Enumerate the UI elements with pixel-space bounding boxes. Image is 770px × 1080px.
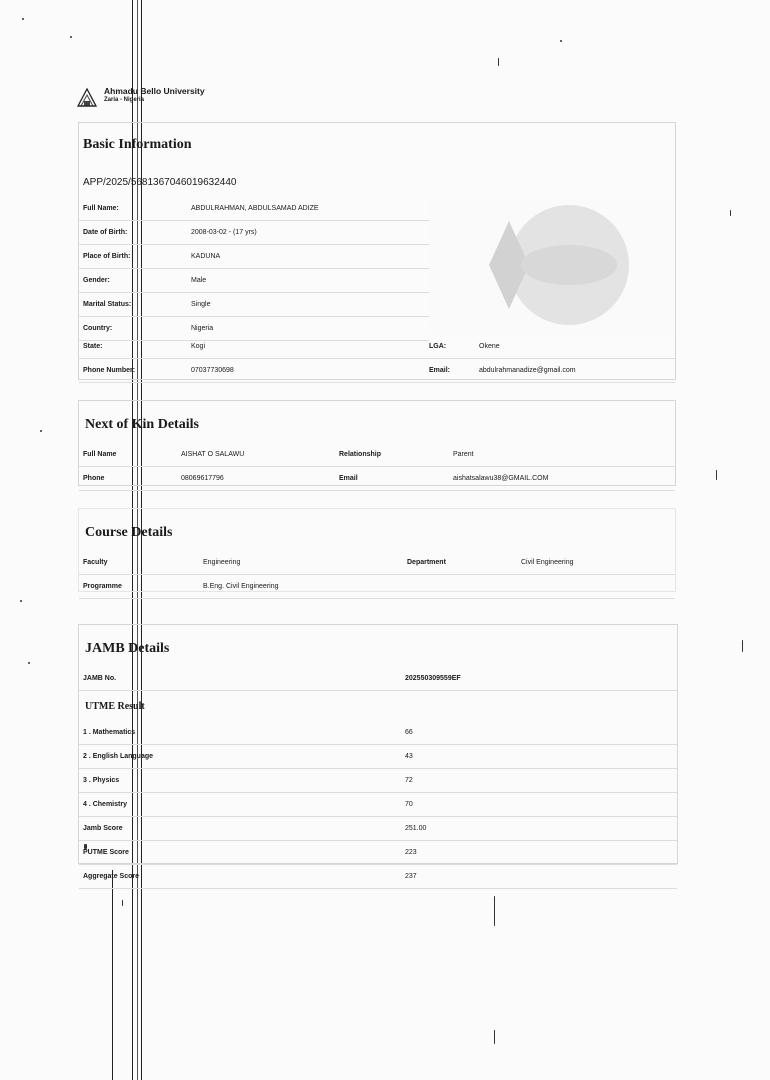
- email-label: Email:: [425, 359, 475, 383]
- kin-name-label: Full Name: [79, 443, 177, 467]
- scan-speck: [40, 430, 42, 432]
- abu-crest-icon: [76, 86, 98, 108]
- table-row: [79, 197, 429, 221]
- university-location: Zaria - Nigeria: [104, 97, 145, 103]
- subject-label: 2 . English Language: [79, 745, 401, 769]
- programme-value: B.Eng. Civil Engineering: [199, 575, 403, 599]
- empty-cell: [403, 575, 517, 599]
- faculty-label: Faculty: [79, 551, 199, 575]
- table-row: [79, 443, 675, 467]
- scan-speck: [494, 896, 495, 926]
- scan-speck: [20, 600, 22, 602]
- scan-speck: [730, 210, 731, 216]
- row-label: Place of Birth:: [79, 245, 187, 269]
- row-value: ABDULRAHMAN, ABDULSAMAD ADIZE: [187, 197, 429, 221]
- table-row: [79, 817, 677, 841]
- row-label: Gender:: [79, 269, 187, 293]
- kin-phone-label: Phone: [79, 467, 177, 491]
- row-value: 2008-03-02 - (17 yrs): [187, 221, 429, 245]
- applicant-photo: [429, 199, 673, 335]
- scan-speck: [84, 844, 87, 849]
- subject-label: 1 . Mathematics: [79, 721, 401, 745]
- row-value: KADUNA: [187, 245, 429, 269]
- table-row: [79, 575, 675, 599]
- scan-speck: [22, 18, 24, 20]
- next-of-kin-table: [79, 443, 675, 491]
- scan-speck: [498, 58, 499, 66]
- subject-score: 72: [401, 769, 677, 793]
- table-row: [79, 221, 429, 245]
- programme-label: Programme: [79, 575, 199, 599]
- table-row: [79, 467, 675, 491]
- kin-email-label: Email: [335, 467, 449, 491]
- phone-value: 07037730698: [187, 359, 425, 383]
- state-value: Kogi: [187, 335, 425, 359]
- kin-name-value: AISHAT O SALAWU: [177, 443, 335, 467]
- kin-phone-value: 08069617796: [177, 467, 335, 491]
- row-value: Male: [187, 269, 429, 293]
- relationship-label: Relationship: [335, 443, 449, 467]
- subject-score: 43: [401, 745, 677, 769]
- table-row: [79, 865, 677, 889]
- table-row: [79, 359, 675, 383]
- basic-information-section: [78, 122, 676, 380]
- relationship-value: Parent: [449, 443, 675, 467]
- subject-score: 66: [401, 721, 677, 745]
- section-title: Next of Kin Details: [85, 417, 199, 432]
- score-label: Jamb Score: [79, 817, 401, 841]
- score-label: Aggregate Score: [79, 865, 401, 889]
- email-value: abdulrahmanadize@gmail.com: [475, 359, 675, 383]
- score-label: PUTME Score: [79, 841, 401, 865]
- table-row: [79, 551, 675, 575]
- course-table: [79, 551, 675, 599]
- section-title: Course Details: [85, 525, 173, 540]
- scan-speck: [70, 36, 72, 38]
- table-row: [79, 793, 677, 817]
- table-row: [79, 769, 677, 793]
- table-row: [79, 721, 677, 745]
- kin-email-value: aishatsalawu38@GMAIL.COM: [449, 467, 675, 491]
- table-row: [79, 745, 677, 769]
- department-value: Civil Engineering: [517, 551, 675, 575]
- subject-label: 3 . Physics: [79, 769, 401, 793]
- university-name: Ahmadu Bello University: [104, 86, 205, 96]
- basic-info-table: [79, 197, 429, 341]
- scan-speck: [716, 470, 717, 480]
- application-number: APP/2025/5681367046019632440: [83, 177, 237, 188]
- lga-label: LGA:: [425, 335, 475, 359]
- utme-result-table: [79, 721, 677, 889]
- table-row: [79, 293, 429, 317]
- section-title: JAMB Details: [85, 641, 170, 656]
- table-row: [79, 667, 677, 691]
- subject-score: 70: [401, 793, 677, 817]
- jamb-number-table: [79, 667, 677, 691]
- course-details-section: [78, 508, 676, 592]
- row-label: Full Name:: [79, 197, 187, 221]
- jamb-details-section: [78, 624, 678, 880]
- utme-result-title: UTME Result: [85, 701, 145, 712]
- state-label: State:: [79, 335, 187, 359]
- next-of-kin-section: [78, 400, 676, 486]
- scan-streak-line: [112, 870, 113, 1080]
- row-value: Nigeria: [187, 317, 429, 341]
- lga-value: Okene: [475, 335, 675, 359]
- scan-speck: [742, 640, 743, 652]
- scan-speck: [494, 1030, 495, 1044]
- score-value: 251.00: [401, 817, 677, 841]
- section-title: Basic Information: [83, 137, 192, 152]
- empty-cell: [517, 575, 675, 599]
- department-label: Department: [403, 551, 517, 575]
- phone-label: Phone Number:: [79, 359, 187, 383]
- contact-info-table: [79, 335, 675, 383]
- row-label: Date of Birth:: [79, 221, 187, 245]
- scan-speck: [28, 662, 30, 664]
- faculty-value: Engineering: [199, 551, 403, 575]
- subject-label: 4 . Chemistry: [79, 793, 401, 817]
- score-value: 237: [401, 865, 677, 889]
- table-row: [79, 335, 675, 359]
- scan-speck: [122, 900, 123, 906]
- row-value: Single: [187, 293, 429, 317]
- university-header: [76, 86, 205, 108]
- score-value: 223: [401, 841, 677, 865]
- jamb-no-value: 202550309559EF: [401, 667, 677, 691]
- row-label: Country:: [79, 317, 187, 341]
- row-label: Marital Status:: [79, 293, 187, 317]
- table-row: [79, 841, 677, 865]
- table-row: [79, 269, 429, 293]
- table-row: [79, 245, 429, 269]
- scan-speck: [560, 40, 562, 42]
- jamb-no-label: JAMB No.: [79, 667, 401, 691]
